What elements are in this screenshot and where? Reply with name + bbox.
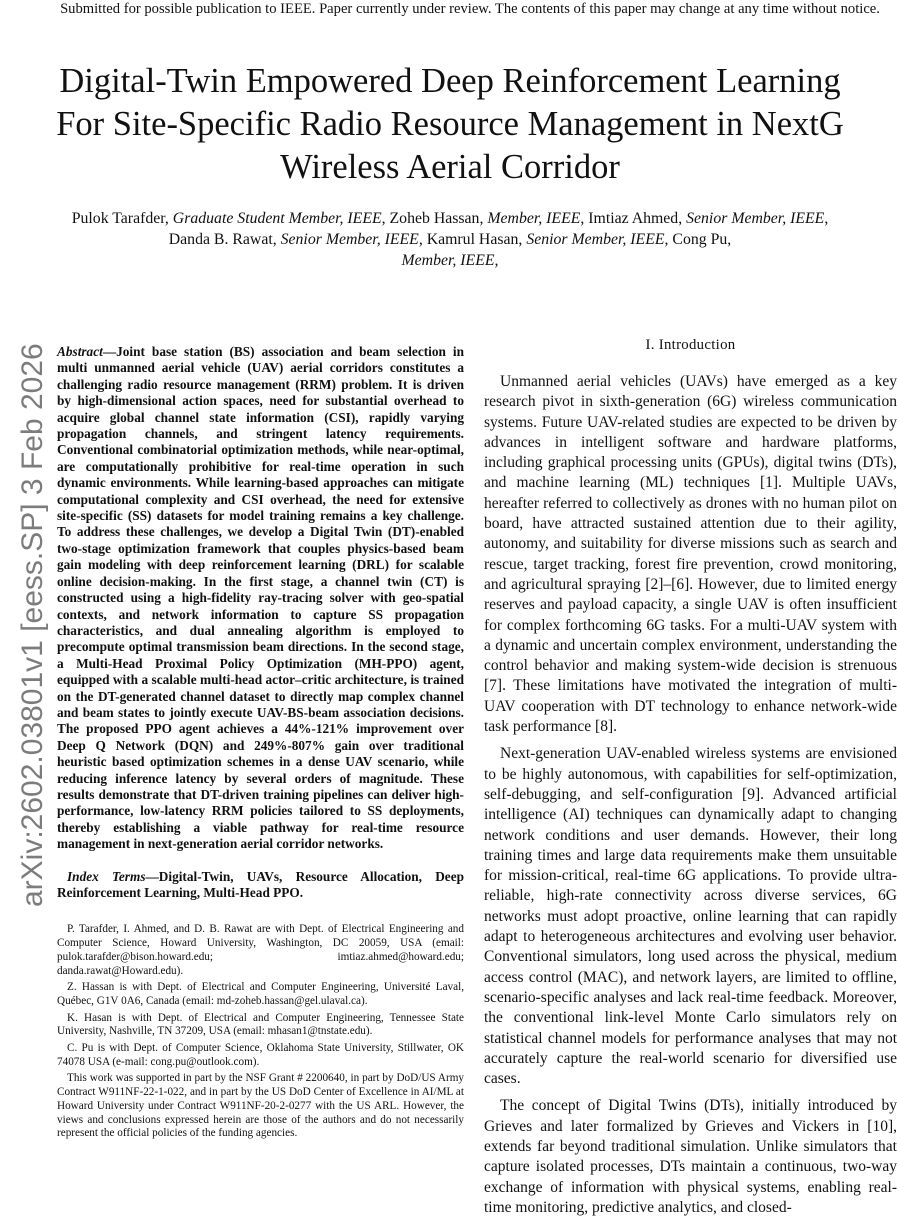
author-name: Danda B. Rawat [168, 231, 273, 248]
abstract [57, 344, 464, 853]
intro-paragraph: Next-generation UAV-enabled wireless systems are envisioned to be highly autonomous, with capabilities for self-optimization, self-debugging, and self-configuration [9]. Advanced artificial intelligence (AI) techniques can dynamically adapt to changing network conditions and user demands. However, their long training times and large data requirements make them unsuitable for mission-critical, real-time 6G applications. To provide ultra-reliable, high-rate connectivity across diverse services, 6G networks must adopt proactive, online learning that can rapidly adapt to heterogeneous architectures and evolving user behavior. Conventional simulators, long used across the physical, medium access control (MAC), and network layers, are limited to offline, scenario-specific analyses and lack real-time feedback. Moreover, the conventional link-level Monte Carlo simulators rely on statistical channel models for performance analyses that may not accurately capture the real-world scenario for diversified use cases. [484, 745, 897, 1088]
abstract-label: Abstract [57, 344, 103, 359]
intro-paragraph: Unmanned aerial vehicles (UAVs) have emerged as a key research pivot in sixth-generation (6G) wireless communication systems. Future UAV-related studies are expected to be driven by advances in intelligent software and hardware platforms, including graphical processing units (GPUs), digital twins (DTs), and machine learning (ML) techniques [1]. Multiple UAVs, hereafter referred to collectively as drones with no human pilot on board, have attracted sustained attention due to their agility, autonomy, and suitability for diverse missions such as search and rescue, target tracking, forest fire prevention, crowd monitoring, and agricultural spraying [2]–[6]. However, due to limited energy reserves and payload capacity, a single UAV is often insufficient for complex forthcoming 6G tasks. For a multi-UAV system with a dynamic and uncertain complex environment, understanding the control behavior and making system-wide decision is strenuous [7]. These limitations have motivated the integration of multi-UAV cooperation with DT technology to enhance network-wide task performance [8]. [484, 373, 897, 736]
author-footnotes [57, 923, 464, 1141]
author-name: Cong Pu [672, 231, 728, 248]
author-name: Kamrul Hasan [426, 231, 519, 248]
intro-paragraph: The concept of Digital Twins (DTs), initially introduced by Grieves and later formalized by Grieves and Vickers in [10], extends far beyond traditional simulation. Unlike simulators that capture isolated processes, DTs maintain a continuous, two-way exchange of information with physical systems, enabling real-time monitoring, predictive analytics, and closed- [484, 1097, 897, 1216]
footnote: Z. Hassan is with Dept. of Electrical and Computer Engineering, Université Laval, Québec, G1V 0A6, Canada (email: md-zoheb.hassan@gel.ulaval.ca). [57, 981, 464, 1007]
author-role: Senior Member, IEEE [526, 231, 665, 248]
author-role: Graduate Student Member, IEEE [172, 210, 382, 227]
arxiv-identifier: arXiv:2602.03801v1 [eess.SP] 3 Feb 2026 [16, 343, 49, 907]
author-role: Senior Member, IEEE [280, 231, 419, 248]
index-terms [57, 869, 464, 902]
author-role: Senior Member, IEEE [686, 210, 825, 227]
submission-notice: Submitted for possible publication to IEEE. Paper currently under review. The contents of this paper may change at any time without notice. [60, 1, 880, 17]
footnote: K. Hasan is with Dept. of Electrical and Computer Engineering, Tennessee State University, Nashville, TN 37209, USA (email: mhasan1@tnstate.edu). [57, 1011, 464, 1038]
author-role: Member, IEEE, [401, 252, 499, 269]
abstract-text: —Joint base station (BS) association and beam selection in multi unmanned aerial vehicle (UAV) aerial corridors constitutes a challenging radio resource management (RRM) problem. It is driven by high-dimensional action spaces, need for substantial overhead to acquire global channel state information (CSI), rapidly varying propagation channels, and stringent latency requirements. Conventional combinatorial optimization methods, while near-optimal, are computationally prohibitive for real-time operation in such dynamic environments. While learning-based approaches can mitigate computational complexity and CSI overhead, the need for extensive site-specific (SS) datasets for model training remains a key challenge. To address these challenges, we develop a Digital Twin (DT)-enabled two-stage optimization framework that couples physics-based beam gain modeling with deep reinforcement learning (DRL) for scalable online decision-making. In the first stage, a channel twin (CT) is constructed using a high-fidelity ray-tracing solver with geo-spatial contexts, and network information to capture SS propagation characteristics, and dual annealing algorithm is employed to precompute optimal transmission beam directions. In the second stage, a Multi-Head Proximal Policy Optimization (MH-PPO) agent, equipped with a scalable multi-head actor–critic architecture, is trained on the DT-generated channel dataset to directly map complex channel and beam states to jointly execute UAV-BS-beam association decisions. The proposed PPO agent achieves a 44%-121% improvement over Deep Q Network (DQN) and 249%-807% gain over traditional heuristic based optimization schemes in a dense UAV scenario, while reducing inference latency by several orders of magnitude. These results demonstrate that DT-driven training pipelines can deliver high-performance, low-latency RRM policies tailored to SS deployments, thereby establishing a viable pathway for real-time resource management in next-generation aerial corridor networks. [57, 344, 464, 852]
section-heading-introduction: I. Introduction [645, 337, 736, 353]
author-list: Pulok Tarafder, Graduate Student Member, IEEE, Zoheb Hassan, Member, IEEE, Imtiaz Ahmed, Senior Member, IEEE, Danda B. Rawat, Senior Member, IEEE, Kamrul Hasan, Senior Member, IEEE, Cong Pu, Member, IEEE, [71, 210, 829, 269]
footnote: P. Tarafder, I. Ahmed, and D. B. Rawat are with Dept. of Electrical Engineering and Computer Science, Howard University, Washington, DC 20059, USA (email: pulok.tarafder@bison.howard.edu; imtiaz.ahmed@howard.edu; danda.rawat@Howard.edu). [57, 923, 464, 977]
right-column [484, 335, 897, 1225]
author-name: Pulok Tarafder [71, 210, 165, 227]
author-name: Zoheb Hassan [389, 210, 480, 227]
left-column [57, 344, 464, 1144]
paper-title: Digital-Twin Empowered Deep Reinforcement Learning For Site-Specific Radio Resource Management in NextG Wireless Aerial Corridor [56, 62, 844, 186]
index-terms-text: —Digital-Twin, UAVs, Resource Allocation, Deep Reinforcement Learning, Multi-Head PPO. [57, 868, 464, 900]
index-terms-label: Index Terms [67, 868, 146, 884]
footnote: C. Pu is with Dept. of Computer Science, Oklahoma State University, Stillwater, OK 74078 USA (e-mail: cong.pu@outlook.com). [57, 1042, 464, 1068]
author-name: Imtiaz Ahmed [588, 210, 679, 227]
author-role: Member, IEEE [487, 210, 581, 227]
funding-footnote: This work was supported in part by the NSF Grant # 2200640, in part by DoD/US Army Contract W911NF-22-1-022, and in part by the US DoD Center of Excellence in AI/ML at Howard University under Contract W911NF-20-2-0277 with the US ARL. However, the views and conclusions expressed herein are those of the authors and do not necessarily represent the official policies of the funding agencies. [57, 1072, 464, 1140]
